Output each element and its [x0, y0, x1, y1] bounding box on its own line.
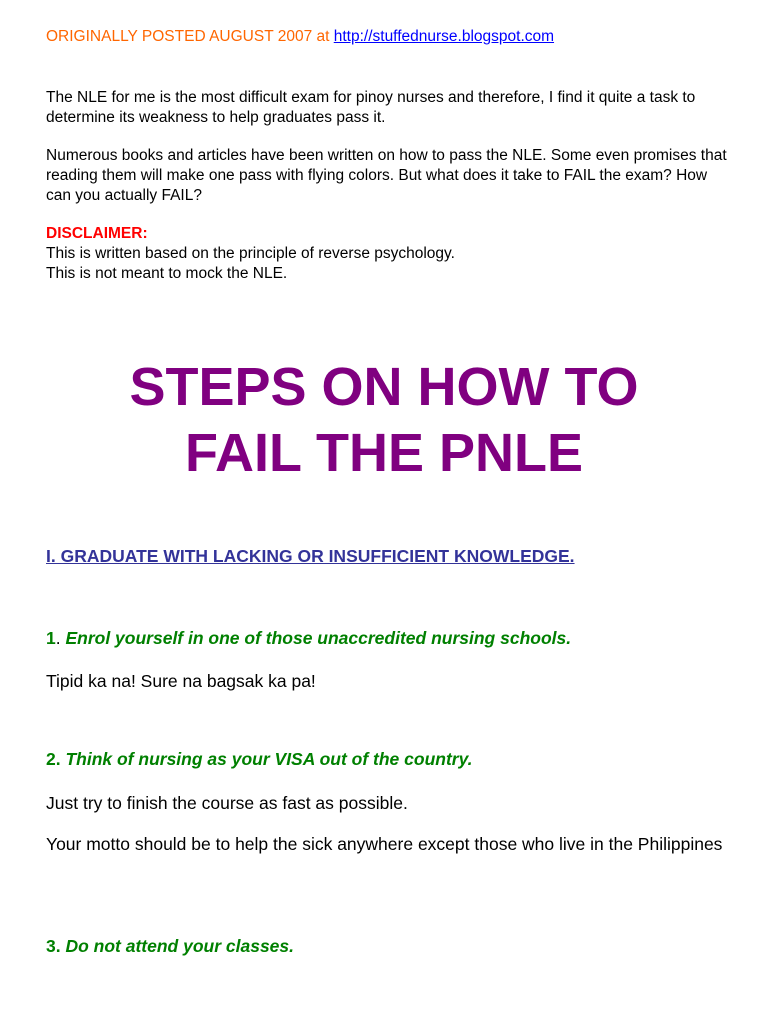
step-1-body: Tipid ka na! Sure na bagsak ka pa! [46, 671, 316, 691]
step-text: Think of nursing as your VISA out of the country. [65, 749, 473, 769]
step-number: 1 [46, 628, 56, 648]
disclaimer [46, 224, 736, 284]
page-title [0, 354, 768, 486]
step-2-heading [46, 749, 736, 770]
disclaimer-line-2: This is not meant to mock the NLE. [46, 265, 288, 282]
posted-line [46, 28, 736, 46]
step-2-body-1: Just try to finish the course as fast as possible. [46, 793, 408, 813]
section-heading: I. GRADUATE WITH LACKING OR INSUFFICIENT KNOWLEDGE. [46, 546, 575, 566]
step-text: Enrol yourself in one of those unaccredited nursing schools. [65, 628, 572, 648]
step-text: Do not attend your classes. [65, 936, 295, 956]
disclaimer-line-1: This is written based on the principle of reverse psychology. [46, 245, 455, 262]
step-2-body-2: Your motto should be to help the sick anywhere except those who live in the Philippines [46, 834, 723, 854]
intro-paragraph-1: The NLE for me is the most difficult exam for pinoy nurses and therefore, I find it quite a task to determine its weakness to help graduates pass it. [46, 89, 696, 126]
step-number: 2. [46, 749, 61, 769]
step-1-heading [46, 628, 736, 649]
step-separator: . [55, 628, 66, 648]
blog-link[interactable]: http://stuffednurse.blogspot.com [333, 28, 555, 45]
title-line-2: FAIL THE PNLE [184, 423, 584, 483]
title-line-1: STEPS ON HOW TO [129, 357, 639, 417]
step-number: 3. [46, 936, 61, 956]
disclaimer-label: DISCLAIMER: [46, 225, 148, 242]
intro-paragraph-2: Numerous books and articles have been written on how to pass the NLE. Some even promises that reading them will make one pass with flying colors. But what does it take to FAIL the exam? How can you actually FAIL? [46, 147, 727, 204]
step-3-heading [46, 936, 736, 957]
posted-prefix: ORIGINALLY POSTED AUGUST 2007 at [46, 28, 334, 45]
